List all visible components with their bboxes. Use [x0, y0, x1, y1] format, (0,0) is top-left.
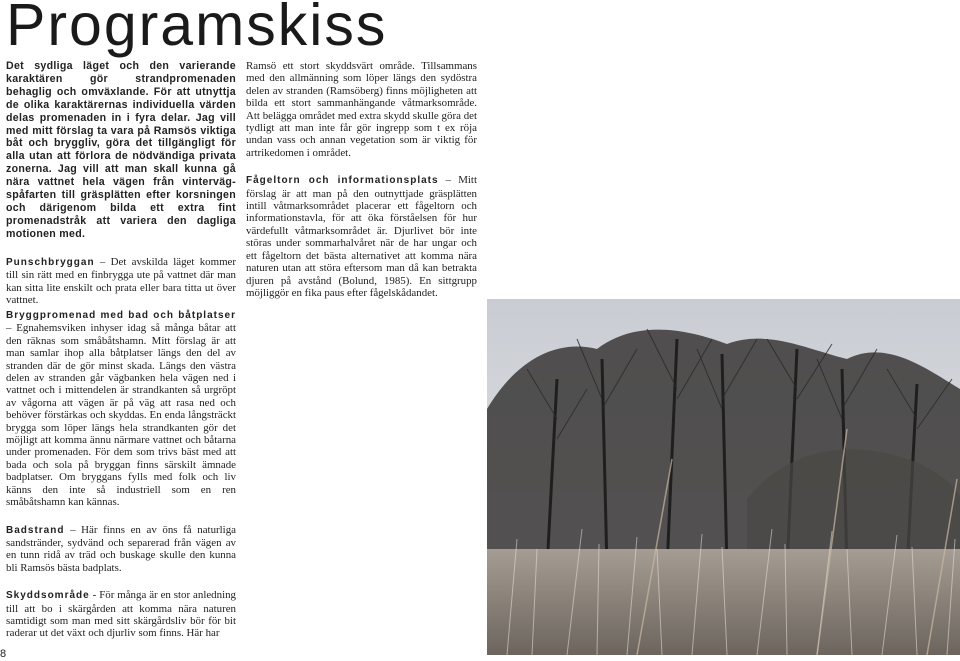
section-heading: Fågeltorn och informationsplats — [246, 175, 439, 187]
intro-paragraph: Det sydliga läget och den varierande karaktären gör strandpromenaden behaglig och omväxlande. För att utnyttja de olika karaktärernas individuella värden delas promenaden in i fyra delar. Jag vill med mitt förslag ta vara på Ramsös viktiga båt och bryggliv, göra det tillgängligt för alla utan att förlora de nödvändiga privata zonerna. Jag vill att man skall kunna gå nära vattnet hela vägen från vinterväg-spåfarten till gräsplätten efter korsningen och därigenom bilda ett extra fint promenadstråk att variera den dagliga motionen med. — [6, 60, 236, 240]
page-title: Programskiss — [6, 0, 388, 58]
section-body: – Här finns en av öns få naturliga sandstränder, sydvänd och separerad från vägen av en tunn ridå av träd och buskage skulle den kunna bli Ramsös bästa badplats. — [6, 523, 236, 574]
page-number: 8 — [0, 648, 7, 660]
left-column — [6, 60, 236, 306]
section-bryggpromenad — [6, 309, 236, 509]
section-body: - För många är en stor anledning till att bo i skärgården att komma nära naturen samtidigt som man med sitt skärgårdsliv bör för bit raderar ut det växt och djurliv som finns. Här har — [6, 589, 236, 640]
landscape-photo — [487, 299, 960, 655]
section-skyddsomrade-continued: Ramsö ett stort skyddsvärt område. Tillsammans med den allmänning som löper längs den sydöstra delen av stranden (Ramsöberg) finns möjligheten att bilda ett stort sammanhängande våtmarksområde. Att belägga området med extra skydd skulle göra det tydligt att man inte får gör ingrepp som t ex röja undan vass och annan vegetation som är viktig för artrikedomen i området. — [246, 60, 477, 159]
section-skyddsomrade — [6, 589, 236, 640]
section-badstrand — [6, 524, 236, 575]
section-body: – Det avskilda läget kommer till sin rätt med en finbrygga ute på vattnet där man kan sitta lite enskilt och prata eller bara titta ut över vattnet. — [6, 255, 237, 306]
left-column-lower — [6, 309, 236, 640]
section-heading: Skyddsområde — [6, 590, 90, 602]
right-column — [246, 60, 477, 299]
section-heading: Bryggpromenad med bad och båtplatser — [6, 310, 236, 321]
section-fageltorn — [246, 174, 477, 299]
section-body: – Mitt förslag är att man på den outnyttjade gräsplätten intill våtmarksområdet placerar ett fågeltorn och informationstavla, för att öka förståelsen för hur värdefullt våtmarksområdet är. Djurlivet bör inte störas under sommarhalvåret när de har ungar och ett fågeltorn det bästa alternativet att komma nära naturen utan att störa eftersom man då kan betrakta djuren på avstånd (Bolund, 1985). En sittgrupp möjliggör en fika paus efter fågelskådandet. — [246, 174, 477, 299]
section-heading: Punschbryggan — [6, 256, 95, 268]
section-heading: Badstrand — [6, 524, 65, 536]
section-punschbryggan — [6, 256, 236, 307]
section-body: – Egnahemsviken inhyser idag så många båtar att den räknas som småbåtshamn. Mitt förslag är att man samlar ihop alla båtplatser längs den del av stranden där de gör minst skada. Längs den västra delen av stranden går vägbanken hela vägen ned i vattnet och i mittendelen är strandkanten så urgröpt av vågorna att vägen är på väg att rasa ned och behöver förstärkas och skyddas. En enda långsträckt brygga som löper längs hela strandkanten gör det möjligt att komma ännu närmare vattnet och båtarna under promenaden. För dem som trivs bäst med att bada och sola på bryggan finns särskilt ämnade badplatser. Om bryggans fylls med folk och liv känns den inte så industriell som en ren småbåtshamn kan kännas. — [6, 322, 236, 509]
